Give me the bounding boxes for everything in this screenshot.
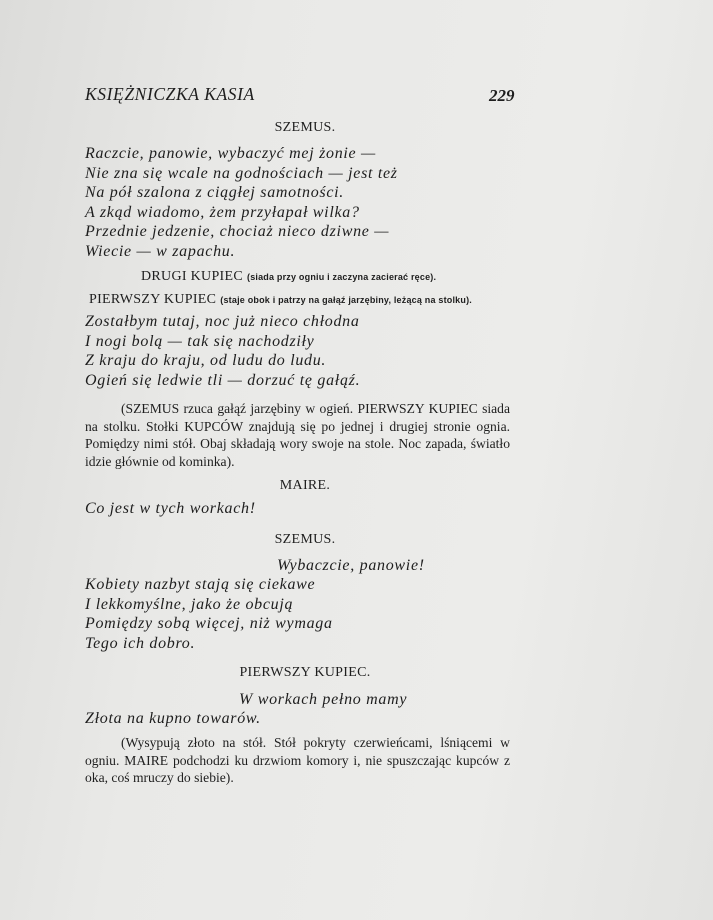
- verse-line: Pomiędzy sobą więcej, niż wymaga: [85, 615, 333, 632]
- running-header-title: KSIĘŻNICZKA KASIA: [85, 84, 255, 104]
- stage-direction-text: (Wysypują złoto na stół. Stół pokryty czerwieńcami, lśniącemi w ogniu. MAIRE podchodzi ku drzwiom komory i, nie spuszczając kupców z oka, coś mruczy do siebie).: [85, 735, 510, 786]
- verse-line: Ogień się ledwie tli — dorzuć tę gałąź.: [85, 371, 361, 389]
- speaker-name: DRUGI KUPIEC: [141, 269, 243, 284]
- verse-line: Złota na kupno towarów.: [85, 710, 261, 727]
- verse-line: A zkąd wiadomo, żem przyłapał wilka?: [85, 203, 360, 221]
- verse-line: Na pół szalona z ciągłej samotności.: [85, 184, 344, 201]
- verse-line: Kobiety nazbyt stają się ciekawe: [85, 576, 316, 593]
- stage-direction: (staje obok i patrzy na gałąź jarzębiny, leżącą na stolku).: [220, 295, 472, 305]
- verse-line: Wiecie — w zapachu.: [85, 242, 236, 260]
- speaker-szemus-2: SZEMUS.: [274, 532, 336, 547]
- verse-line: I lekkomyślne, jako że obcują: [85, 595, 294, 613]
- verse-line: Tego ich dobro.: [85, 634, 196, 652]
- speaker-pierwszy-kupiec-2: PIERWSZY KUPIEC.: [239, 665, 371, 680]
- speaker-name: PIERWSZY KUPIEC: [89, 292, 217, 307]
- verse-line: Przednie jedzenie, chociaż nieco dziwne —: [85, 223, 390, 240]
- speaker-maire: MAIRE.: [279, 478, 331, 493]
- verse-line: Raczcie, panowie, wybaczyć mej żonie —: [85, 145, 376, 162]
- verse-line: I nogi bolą — tak się nachodziły: [85, 332, 315, 350]
- verse-maire: [85, 499, 256, 519]
- verse-line: Wybaczcie, panowie!: [277, 557, 425, 574]
- stage-direction-paragraph-2: [85, 734, 510, 787]
- verse-line: W workach pełno mamy: [239, 691, 408, 708]
- verse-pierwszy-kupiec-1: [85, 312, 360, 390]
- page-number: 229: [489, 86, 515, 105]
- verse-line: Nie zna się wcale na godnościach — jest też: [85, 164, 398, 182]
- verse-szemus-1: [85, 144, 398, 261]
- verse-line: Zostałbym tutaj, noc już nieco chłodna: [85, 313, 360, 330]
- verse-line: Co jest w tych workach!: [85, 500, 256, 517]
- verse-line: Z kraju do kraju, od ludu do ludu.: [85, 352, 327, 369]
- stage-direction-paragraph-1: [85, 400, 510, 470]
- stage-direction-text: (SZEMUS rzuca gałąź jarzębiny w ogień. PIERWSZY KUPIEC siada na stolku. Stołki KUPCÓW znajdują się po jednej i drugiej stronie ognia. Pomiędzy nimi stół. Obaj składają wory swoje na stole. Noc zapada, światło idzie głównie od kominka).: [85, 401, 510, 469]
- stage-direction: (siada przy ogniu i zaczyna zacierać ręce).: [247, 272, 437, 282]
- speaker-szemus: SZEMUS.: [274, 120, 336, 135]
- speaker-line-pierwszy-kupiec: [89, 290, 472, 308]
- verse-szemus-2: [85, 575, 333, 653]
- speaker-line-drugi-kupiec: [141, 267, 436, 285]
